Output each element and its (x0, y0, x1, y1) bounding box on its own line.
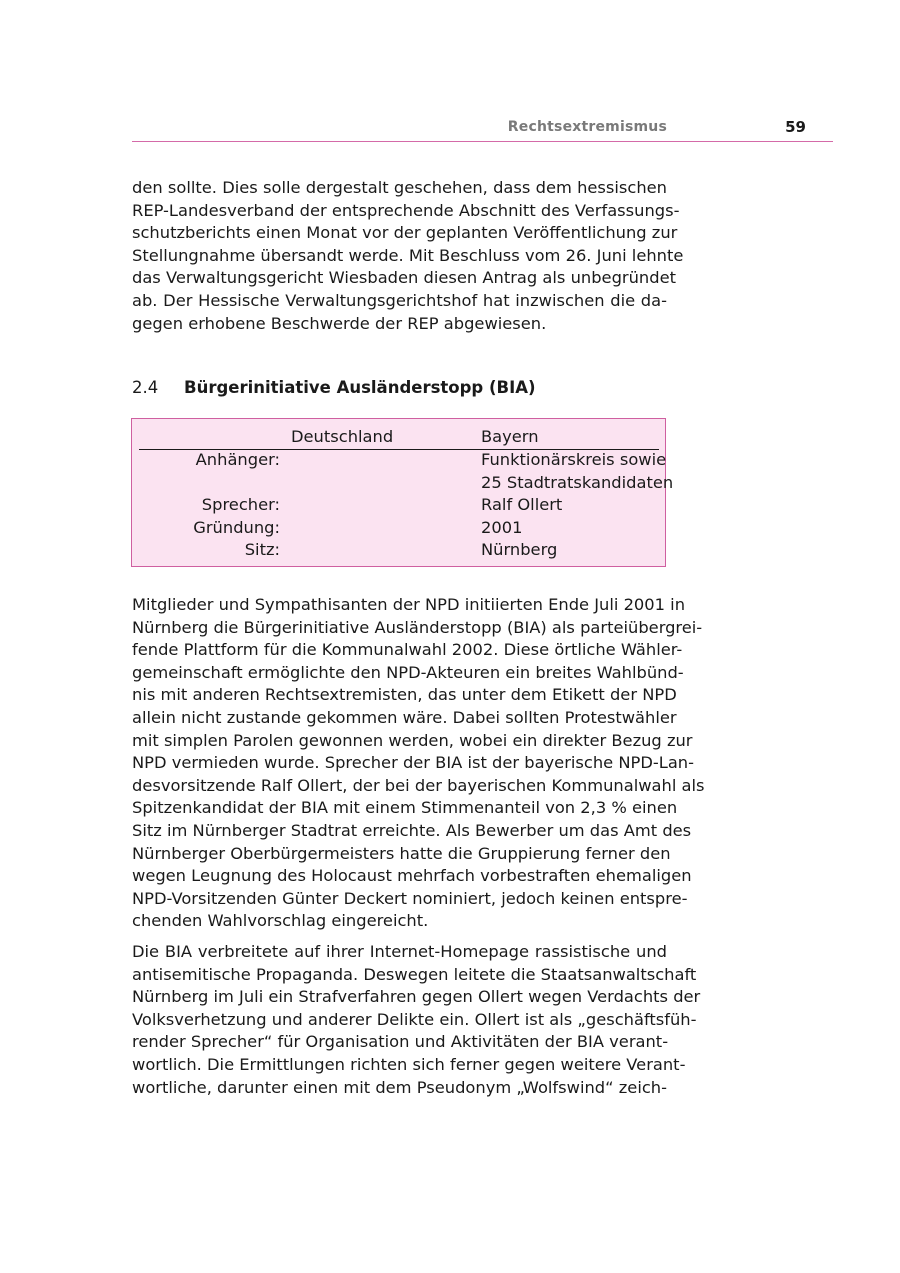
running-title: Rechtsextremismus (507, 119, 667, 135)
text-line: antisemitische Propaganda. Deswegen leitete die Staatsanwaltschaft (132, 964, 697, 984)
text-line: fende Plattform für die Kommunalwahl 2002. Diese örtliche Wähler- (132, 640, 683, 660)
text-line: desvorsitzende Ralf Ollert, der bei der bayerischen Kommunalwahl als (132, 775, 705, 795)
row-label-gruendung: Gründung: (193, 517, 280, 537)
text-line: NPD-Vorsitzenden Günter Deckert nominiert, jedoch keinen entspre- (132, 888, 688, 908)
paragraph-verwaltungsgericht (132, 177, 684, 335)
text-line: gemeinschaft ermöglichte den NPD-Akteuren ein breites Wahlbünd- (132, 662, 684, 682)
text-line: wortliche, darunter einen mit dem Pseudonym „Wolfswind“ zeich- (132, 1077, 667, 1097)
text-line: Sitz im Nürnberger Stadtrat erreichte. Als Bewerber um das Amt des (132, 820, 692, 840)
text-line: das Verwaltungsgericht Wiesbaden diesen Antrag als unbegründet (132, 268, 676, 288)
row-value-anhaenger: Funktionärskreis sowie (481, 450, 667, 469)
text-line: Nürnberg im Juli ein Strafverfahren gegen Ollert wegen Verdachts der (132, 987, 701, 1007)
text-line: Stellungnahme übersandt werde. Mit Beschluss vom 26. Juni lehnte (132, 245, 684, 265)
text-line: gegen erhobene Beschwerde der REP abgewiesen. (132, 313, 547, 333)
text-line: Nürnberger Oberbürgermeisters hatte die Gruppierung ferner den (132, 843, 671, 863)
row-value-anhaenger-cont: 25 Stadtratskandidaten (481, 472, 674, 492)
page-number: 59 (785, 118, 806, 136)
running-header (132, 116, 833, 142)
text-line: nis mit anderen Rechtsextremisten, das unter dem Etikett der NPD (132, 685, 677, 705)
text-line: wegen Leugnung des Holocaust mehrfach vorbestraften ehemaligen (132, 866, 692, 886)
text-line: Mitglieder und Sympathisanten der NPD initiierten Ende Juli 2001 in (132, 595, 686, 614)
text-line: ab. Der Hessische Verwaltungsgerichtshof hat inzwischen die da- (132, 290, 667, 310)
text-line: NPD vermieden wurde. Sprecher der BIA ist der bayerische NPD-Lan- (132, 753, 695, 773)
text-line: Volksverhetzung und anderer Delikte ein. Ollert ist als „geschäftsfüh- (132, 1009, 697, 1029)
row-label-anhaenger: Anhänger: (195, 450, 280, 469)
text-line: Nürnberg die Bürgerinitiative Ausländerstopp (BIA) als parteiübergrei- (132, 617, 703, 637)
section-title: Bürgerinitiative Ausländerstopp (BIA) (184, 378, 536, 397)
section-heading (132, 378, 536, 397)
text-line: allein nicht zustande gekommen wäre. Dabei sollten Protestwähler (132, 707, 677, 727)
text-line: render Sprecher“ für Organisation und Aktivitäten der BIA verant- (132, 1032, 669, 1052)
section-number: 2.4 (132, 378, 159, 397)
column-header-bavaria: Bayern (481, 427, 539, 446)
text-line: Die BIA verbreitete auf ihrer Internet-Homepage rassistische und (132, 942, 667, 961)
text-line: schutzberichts einen Monat vor der geplanten Veröffentlichung zur (132, 223, 678, 243)
text-line: mit simplen Parolen gewonnen werden, wobei ein direkter Bezug zur (132, 730, 693, 750)
row-value-sitz: Nürnberg (481, 540, 558, 560)
row-value-gruendung: 2001 (481, 517, 523, 537)
row-value-sprecher: Ralf Ollert (481, 495, 563, 515)
text-line: Spitzenkandidat der BIA mit einem Stimmenanteil von 2,3 % einen (132, 798, 678, 818)
row-label-sprecher: Sprecher: (201, 495, 280, 515)
paragraph-bia-founding (132, 594, 705, 933)
text-line: den sollte. Dies solle dergestalt geschehen, dass dem hessischen (132, 178, 667, 197)
organisation-info-box (131, 418, 674, 567)
row-label-sitz: Sitz: (244, 540, 280, 560)
text-line: wortlich. Die Ermittlungen richten sich ferner gegen weitere Verant- (132, 1054, 686, 1074)
column-header-germany: Deutschland (291, 427, 394, 446)
paragraph-bia-propaganda (132, 941, 701, 1099)
text-line: chenden Wahlvorschlag eingereicht. (132, 911, 429, 931)
text-line: REP-Landesverband der entsprechende Abschnitt des Verfassungs- (132, 200, 680, 220)
